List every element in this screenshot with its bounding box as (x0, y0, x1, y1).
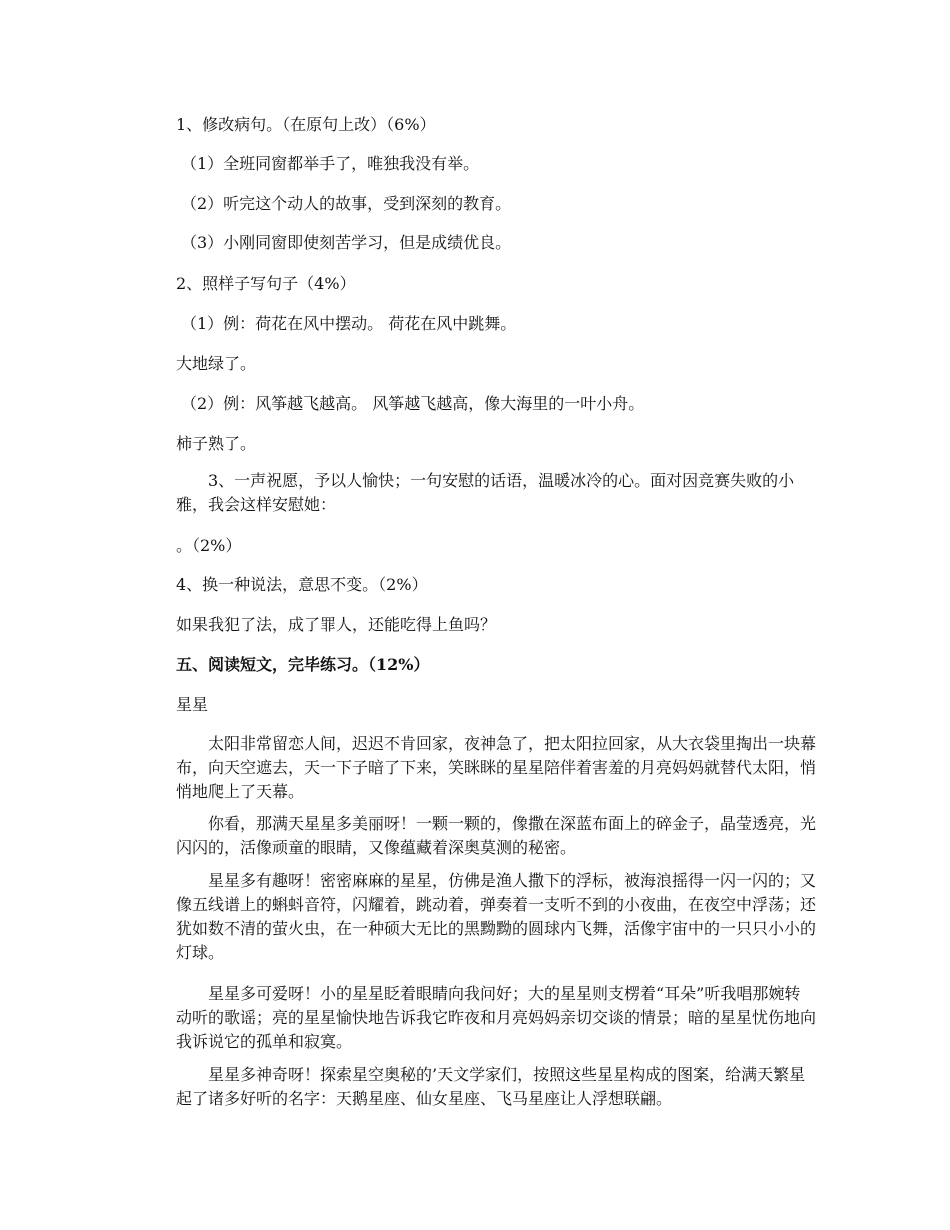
article-paragraph-2: 你看，那满天星星多美丽呀！一颗一颗的，像撒在深蓝布面上的碎金子，晶莹透亮，光闪闪的，活像顽童的眼睛，又像蕴藏着深奥莫测的秘密。 (176, 814, 817, 857)
question-1-title: 1、修改病句。（在原句上改）（6%） (176, 115, 436, 134)
question-4-title: 4、换一种说法，意思不变。（2%） (176, 575, 428, 594)
article-title: 星星 (176, 695, 209, 714)
question-2-example-2: （2）例：风筝越飞越高。 风筝越飞越高，像大海里的一叶小舟。 (181, 394, 645, 413)
article-paragraph-1: 太阳非常留恋人间，迟迟不肯回家，夜神急了，把太阳拉回家，从大衣袋里掏出一块幕布，向天空遮去，天一下子暗了下来，笑眯眯的星星陪伴着害羞的月亮妈妈就替代太阳，悄悄地爬上了天幕。 (176, 734, 817, 801)
question-2-example-1: （1）例：荷花在风中摆动。 荷花在风中跳舞。 (181, 314, 517, 333)
question-2-title: 2、照样子写句子（4%） (176, 274, 356, 293)
article-paragraph-4: 星星多可爱呀！小的星星眨着眼睛向我问好；大的星星则支楞着“耳朵”听我唱那婉转动听的歌谣；亮的星星愉快地告诉我它昨夜和月亮妈妈亲切交谈的情景；暗的星星忧伤地向我诉说它的孤单和寂寞。 (176, 984, 817, 1051)
question-4-sentence: 如果我犯了法，成了罪人，还能吃得上鱼吗？ (176, 615, 497, 634)
article-paragraph-5: 星星多神奇呀！探索星空奥秘的’天文学家们，按照这些星星构成的图案，给满天繁星起了诸多好听的名字：天鹅星座、仙女星座、飞马星座让人浮想联翩。 (176, 1065, 806, 1108)
question-1-item-3: （3）小刚同窗即使刻苦学习，但是成绩优良。 (181, 233, 512, 252)
question-3-text: 3、一声祝愿，予以人愉快；一句安慰的话语，温暖冰冷的心。面对因竞赛失败的小雅，我会这样安慰她： (176, 471, 795, 514)
question-1-item-2: （2）听完这个动人的故事，受到深刻的教育。 (181, 194, 512, 213)
question-1-item-1: （1）全班同窗都举手了，唯独我没有举。 (181, 154, 480, 173)
question-2-task-1: 大地绿了。 (176, 354, 257, 373)
section-5-heading: 五、阅读短文，完毕练习。（12%） (176, 655, 430, 674)
question-3-points: 。（2%） (176, 536, 242, 555)
question-2-task-2: 柿子熟了。 (176, 434, 257, 453)
article-paragraph-3: 星星多有趣呀！密密麻麻的星星，仿佛是渔人撒下的浮标，被海浪摇得一闪一闪的；又像五线谱上的蝌蚪音符，闪耀着，跳动着，弹奏着一支听不到的小夜曲，在夜空中浮荡；还犹如数不清的萤火虫，在一种硕大无比的黑黝黝的圆球内飞舞，活像宇宙中的一只只小小的灯球。 (176, 871, 817, 962)
